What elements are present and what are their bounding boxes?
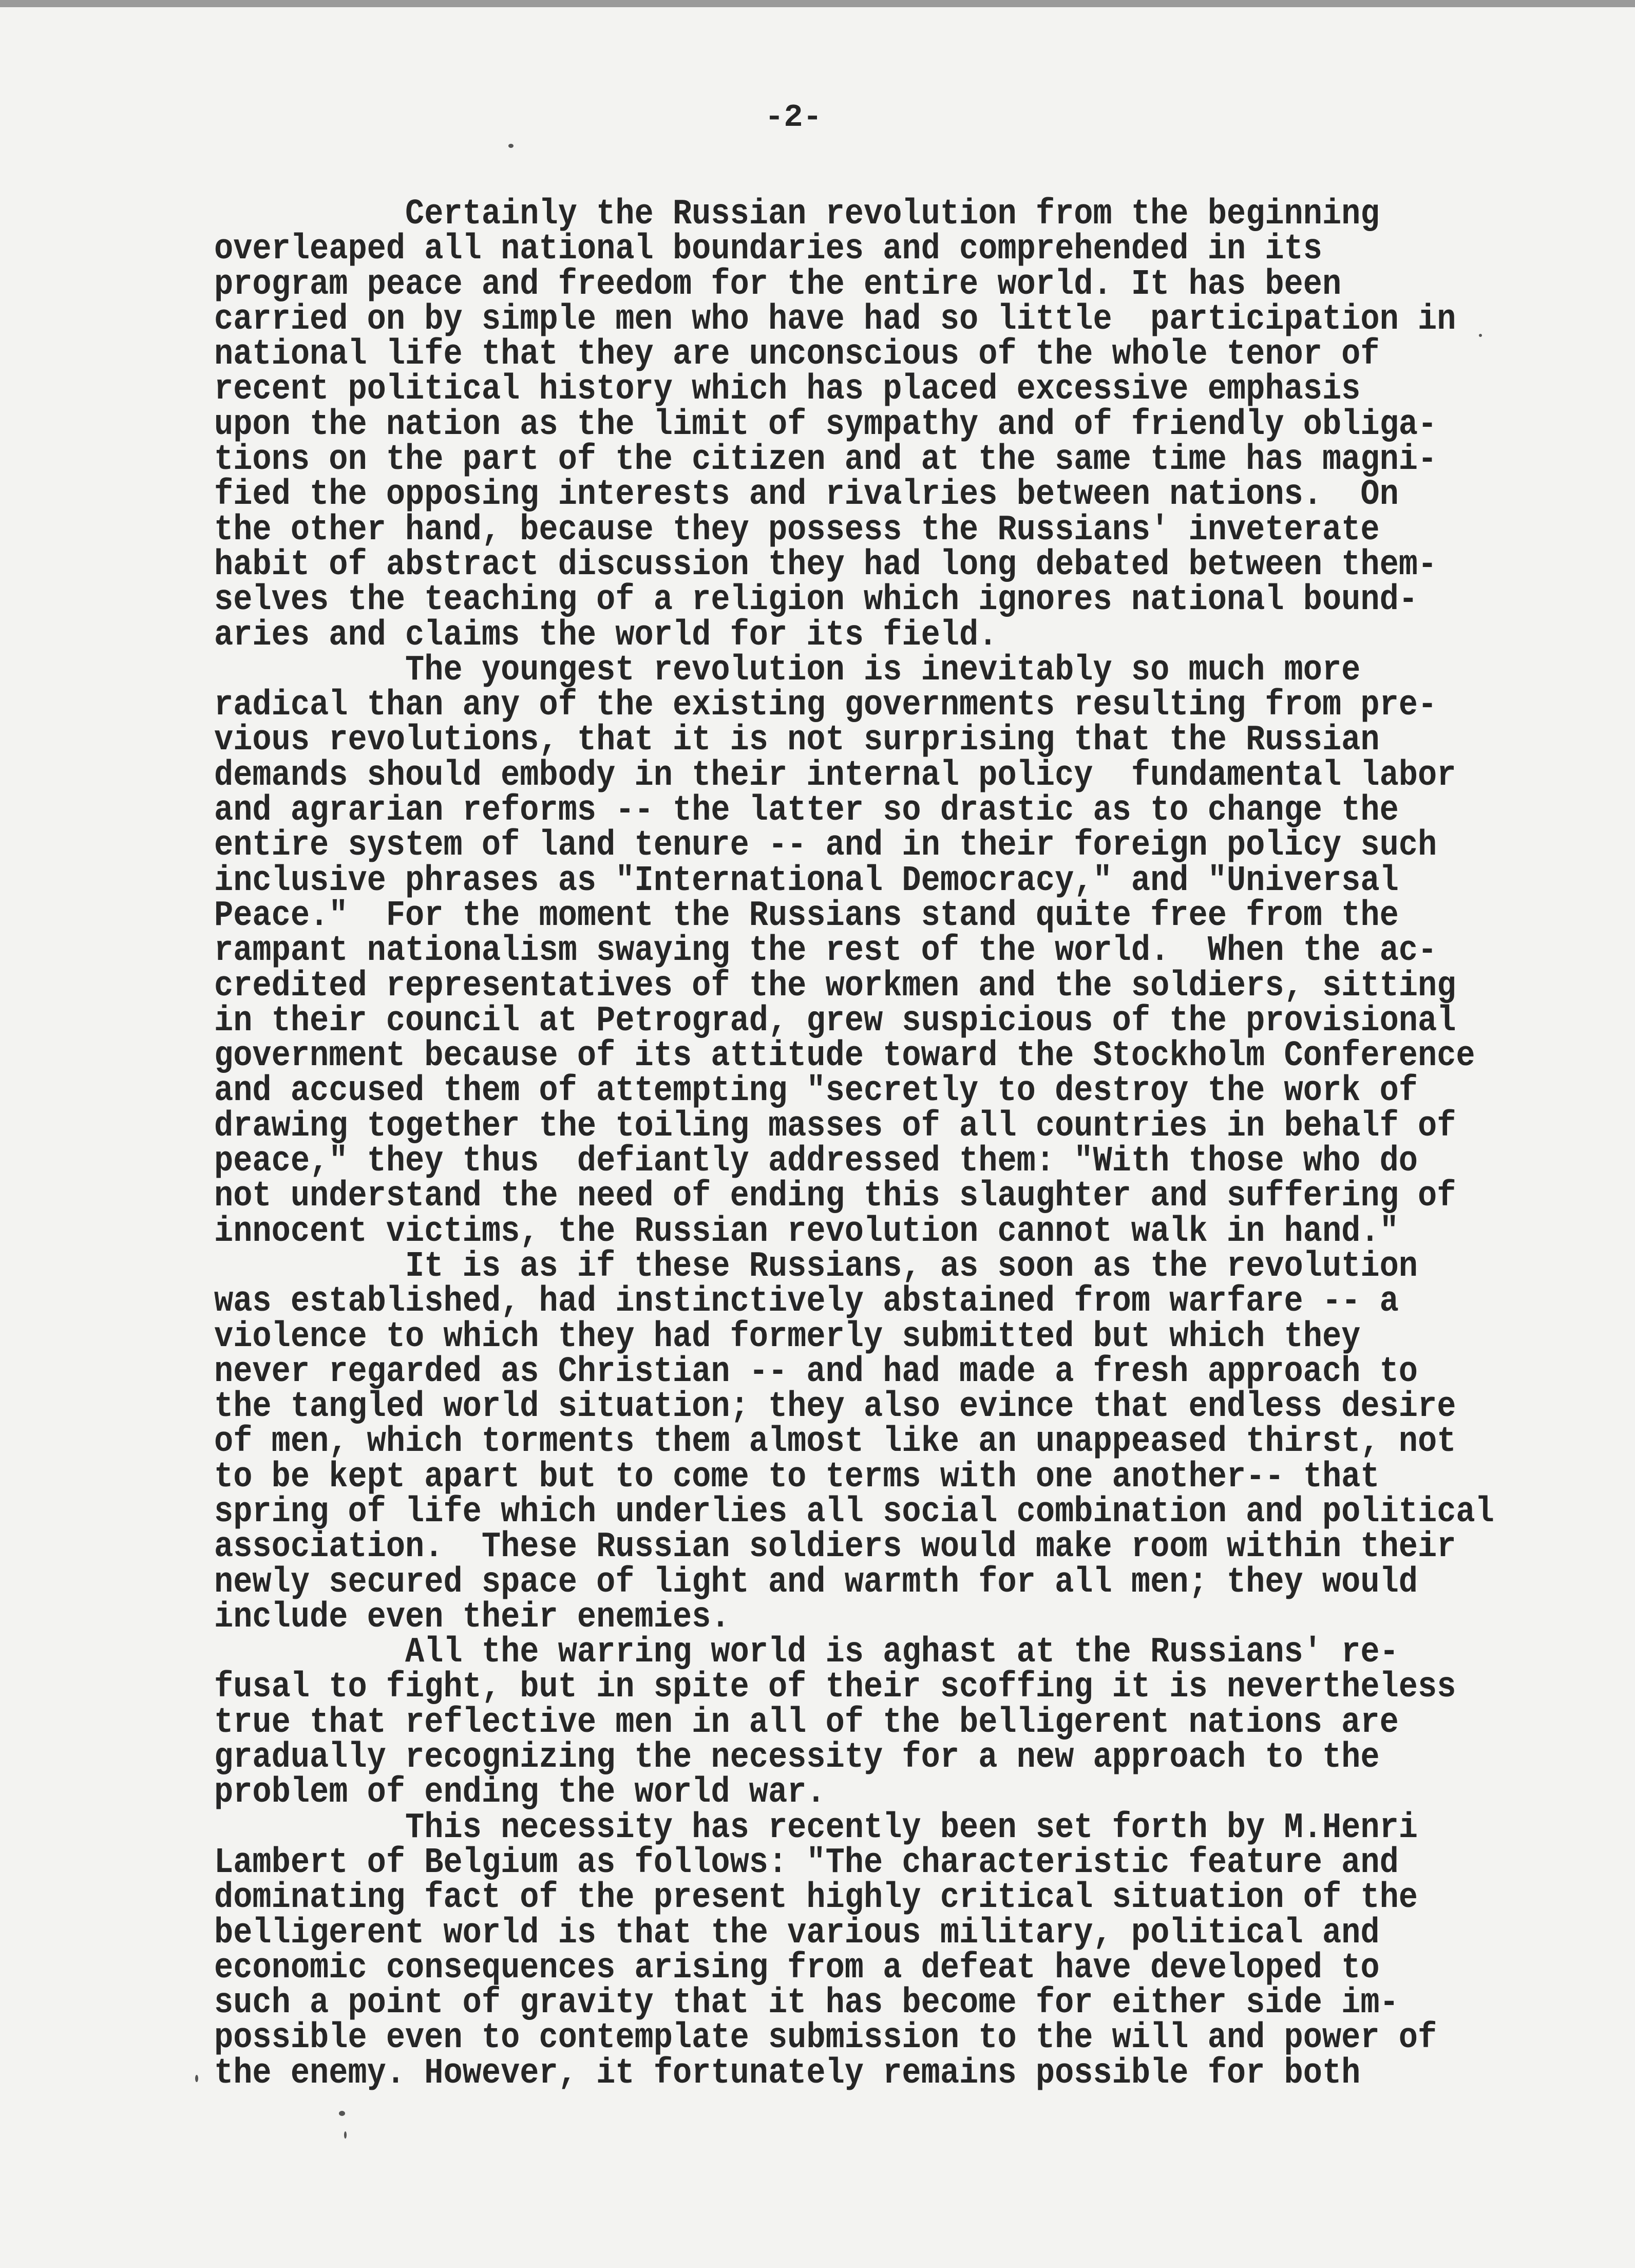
text-line: the other hand, because they possess the Russians' inveterate — [214, 509, 1380, 550]
text-line: This necessity has recently been set forth by M.Henri — [214, 1807, 1418, 1848]
document-body — [214, 193, 1494, 2093]
text-line: newly secured space of light and warmth for all men; they would — [214, 1561, 1418, 1602]
text-line: habit of abstract discussion they had long debated between them- — [214, 544, 1437, 585]
text-line: vious revolutions, that it is not surprising that the Russian — [214, 720, 1380, 761]
text-line: program peace and freedom for the entire world. It has been — [214, 263, 1342, 305]
text-line: innocent victims, the Russian revolution cannot walk in hand." — [214, 1211, 1399, 1252]
text-line: It is as if these Russians, as soon as the revolution — [214, 1245, 1418, 1287]
paragraph — [214, 1245, 1494, 1638]
text-line: aries and claims the world for its field. — [214, 614, 998, 655]
text-line: drawing together the toiling masses of all countries in behalf of — [214, 1105, 1456, 1146]
text-line: include even their enemies. — [214, 1596, 730, 1638]
scan-speck — [508, 144, 514, 148]
scan-speck — [1479, 334, 1482, 337]
scan-speck — [344, 2131, 347, 2139]
paragraph — [214, 1807, 1494, 2093]
text-line: possible even to contemplate submission to the will and power of — [214, 2017, 1437, 2058]
text-line: dominating fact of the present highly critical situation of the — [214, 1877, 1418, 1918]
page-number: -2- — [765, 99, 822, 136]
text-line: such a point of gravity that it has become for either side im- — [214, 1982, 1399, 2024]
scan-top-edge — [0, 0, 1635, 7]
text-line: All the warring world is aghast at the Russians' re- — [214, 1631, 1399, 1673]
text-line: tions on the part of the citizen and at the same time has magni- — [214, 439, 1437, 480]
text-line: fied the opposing interests and rivalries between nations. On — [214, 474, 1399, 515]
scan-speck — [195, 2075, 198, 2082]
text-line: gradually recognizing the necessity for a new approach to the — [214, 1736, 1380, 1778]
text-line: not understand the need of ending this slaughter and suffering of — [214, 1175, 1456, 1217]
text-line: credited representatives of the workmen and the soldiers, sitting — [214, 965, 1456, 1006]
text-line: Peace." For the moment the Russians stand quite free from the — [214, 895, 1399, 936]
text-line: violence to which they had formerly submitted but which they — [214, 1316, 1361, 1357]
text-line: belligerent world is that the various military, political and — [214, 1912, 1380, 1953]
text-line: spring of life which underlies all social combination and political — [214, 1491, 1494, 1533]
text-line: demands should embody in their internal policy fundamental labor — [214, 754, 1456, 796]
scan-speck — [339, 2111, 345, 2116]
text-line: association. These Russian soldiers would make room within their — [214, 1526, 1456, 1567]
text-line: selves the teaching of a religion which ignores national bound- — [214, 579, 1418, 620]
text-line: The youngest revolution is inevitably so much more — [214, 649, 1361, 691]
text-line: the tangled world situation; they also evince that endless desire — [214, 1386, 1456, 1427]
text-line: economic consequences arising from a defeat have developed to — [214, 1947, 1380, 1989]
text-line: upon the nation as the limit of sympathy and of friendly obliga- — [214, 404, 1437, 445]
text-line: inclusive phrases as "International Democracy," and "Universal — [214, 860, 1399, 901]
text-line: Certainly the Russian revolution from the beginning — [214, 193, 1380, 235]
text-line: government because of its attitude toward the Stockholm Conference — [214, 1035, 1475, 1076]
text-line: problem of ending the world war. — [214, 1772, 826, 1813]
text-line: radical than any of the existing governments resulting from pre- — [214, 684, 1437, 726]
paragraph — [214, 649, 1494, 1252]
text-line: of men, which torments them almost like an unappeased thirst, not — [214, 1421, 1456, 1462]
text-line: peace," they thus defiantly addressed them: "With those who do — [214, 1140, 1418, 1182]
text-line: never regarded as Christian -- and had made a fresh approach to — [214, 1351, 1418, 1392]
text-line: overleaped all national boundaries and comprehended in its — [214, 228, 1322, 270]
text-line: rampant nationalism swaying the rest of the world. When the ac- — [214, 930, 1437, 971]
text-line: national life that they are unconscious of the whole tenor of — [214, 333, 1380, 375]
text-line: true that reflective men in all of the belligerent nations are — [214, 1702, 1399, 1743]
text-line: Lambert of Belgium as follows: "The characteristic feature and — [214, 1842, 1399, 1883]
paragraph — [214, 1631, 1494, 1813]
text-line: carried on by simple men who have had so little participation in — [214, 298, 1456, 340]
text-line: entire system of land tenure -- and in their foreign policy such — [214, 825, 1437, 866]
text-line: recent political history which has placed excessive emphasis — [214, 369, 1361, 410]
text-line: to be kept apart but to come to terms with one another-- that — [214, 1456, 1380, 1497]
text-line: fusal to fight, but in spite of their scoffing it is nevertheless — [214, 1667, 1456, 1708]
text-line: and agrarian reforms -- the latter so drastic as to change the — [214, 789, 1399, 831]
text-line: was established, had instinctively abstained from warfare -- a — [214, 1280, 1399, 1322]
text-line: in their council at Petrograd, grew suspicious of the provisional — [214, 1000, 1456, 1042]
text-line: the enemy. However, it fortunately remains possible for both — [214, 2052, 1361, 2093]
text-line: and accused them of attempting "secretly to destroy the work of — [214, 1070, 1418, 1111]
paragraph — [214, 193, 1494, 655]
